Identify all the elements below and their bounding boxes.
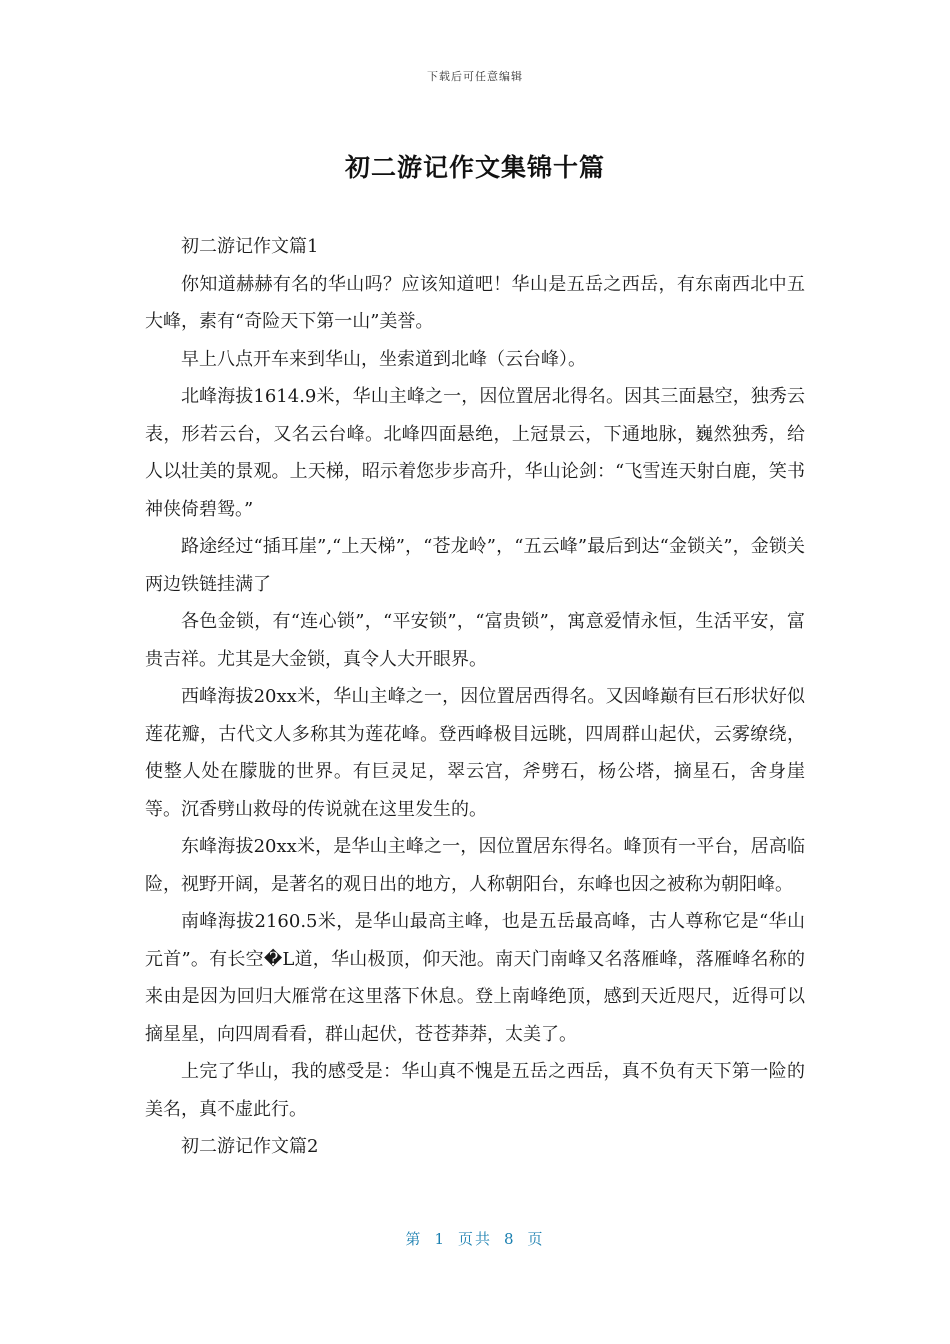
footer-prefix: 第 <box>405 1230 423 1248</box>
document-title: 初二游记作文集锦十篇 <box>344 153 605 182</box>
total-page-count: 8 <box>504 1230 516 1248</box>
paragraph: 北峰海拔1614.9米，华山主峰之一，因位置居北得名。因其三面悬空，独秀云表，形若云台，又名云台峰。北峰四面悬绝，上冠景云，下通地脉，巍然独秀，给人以壮美的景观。上天梯，昭示着您步步高升，华山论剑：“飞雪连天射白鹿，笑书神侠倚碧鸳。” <box>145 386 805 520</box>
paragraph: 路途经过“插耳崖”,“上天梯”，“苍龙岭”，“五云峰”最后到达“金锁关”，金锁关两边铁链挂满了 <box>145 536 805 595</box>
paragraph: 上完了华山，我的感受是：华山真不愧是五岳之西岳，真不负有天下第一险的美名，真不虚此行。 <box>145 1061 805 1120</box>
paragraph: 东峰海拔20xx米，是华山主峰之一，因位置居东得名。峰顶有一平台，居高临险，视野开阔，是著名的观日出的地方，人称朝阳台，东峰也因之被称为朝阳峰。 <box>145 836 805 895</box>
paragraph: 各色金锁，有“连心锁”，“平安锁”，“富贵锁”，寓意爱情永恒，生活平安，富贵吉祥。尤其是大金锁，真令人大开眼界。 <box>145 611 805 670</box>
paragraph: 西峰海拔20xx米，华山主峰之一，因位置居西得名。又因峰巅有巨石形状好似莲花瓣，古代文人多称其为莲花峰。登西峰极目远眺，四周群山起伏，云雾缭绕，使整人处在朦胧的世界。有巨灵足，翠云宫，斧劈石，杨公塔，摘星石，舍身崖等。沉香劈山救母的传说就在这里发生的。 <box>145 686 805 820</box>
paragraph: 南峰海拔2160.5米，是华山最高主峰，也是五岳最高峰，古人尊称它是“华山元首”。有长空�L道，华山极顶，仰天池。南天门南峰又名落雁峰，落雁峰名称的来由是因为回归大雁常在这里落下休息。登上南峰绝顶，感到天近咫尺，近得可以摘星星，向四周看看，群山起伏，苍苍莽莽，太美了。 <box>145 911 805 1045</box>
header-note: 下载后可任意编辑 <box>427 70 523 83</box>
document-body <box>145 228 805 1166</box>
current-page-number: 1 <box>434 1230 446 1248</box>
footer-suffix: 页 <box>527 1230 545 1248</box>
section-heading: 初二游记作文篇2 <box>181 1136 319 1157</box>
paragraph: 早上八点开车来到华山，坐索道到北峰（云台峰）。 <box>181 348 586 370</box>
footer-middle: 页共 <box>457 1230 492 1248</box>
section-heading: 初二游记作文篇1 <box>181 236 319 257</box>
page-footer <box>0 1228 950 1249</box>
paragraph: 你知道赫赫有名的华山吗？应该知道吧！华山是五岳之西岳，有东南西北中五大峰，素有“奇险天下第一山”美誉。 <box>145 273 805 332</box>
